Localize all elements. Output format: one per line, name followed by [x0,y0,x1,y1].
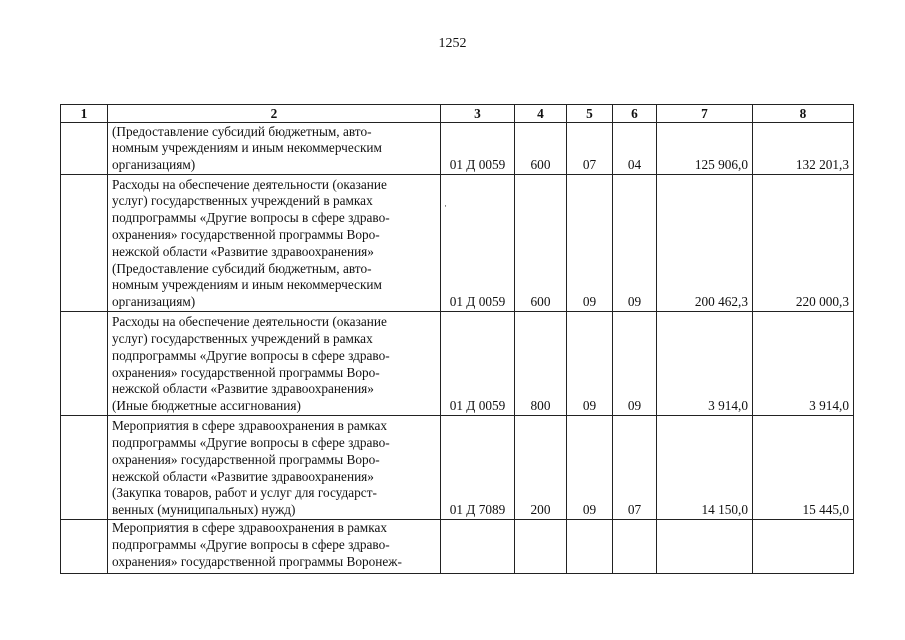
expense-type-cell: 800 [515,312,567,416]
section-cell: 09 [567,416,613,520]
target-code-cell: 01 Д 0059 [441,123,515,175]
row-number-cell [61,312,108,416]
amount-year1-cell: 3 914,0 [657,312,753,416]
header-cell: 3 [441,105,515,123]
expense-type-cell: 600 [515,123,567,175]
scan-speck: · [444,201,447,211]
amount-year2-cell [753,520,854,574]
section-cell: 07 [567,123,613,175]
amount-year2-cell: 220 000,3 [753,175,854,312]
subsection-cell: 04 [613,123,657,175]
amount-year2-cell: 15 445,0 [753,416,854,520]
section-cell: 09 [567,312,613,416]
description-cell: Расходы на обеспечение деятельности (оказание услуг) государственных учреждений в рамках подпрограммы «Другие вопросы в сфере здраво- охранения» государственной программы Воро- нежской области «Развитие здравоохранения» (Иные бюджетные ассигнования) [108,312,441,416]
row-number-cell [61,175,108,312]
subsection-cell: 07 [613,416,657,520]
header-cell: 1 [61,105,108,123]
target-code-cell [441,520,515,574]
page-number: 1252 [438,36,467,51]
row-number-cell [61,416,108,520]
section-cell [567,520,613,574]
budget-table [60,104,854,574]
expense-type-cell: 200 [515,416,567,520]
description-cell: (Предоставление субсидий бюджетным, авто- номным учреждениям и иным некоммерческим организациям) [108,123,441,175]
amount-year1-cell: 125 906,0 [657,123,753,175]
target-code-cell: 01 Д 7089 [441,416,515,520]
amount-year1-cell: 14 150,0 [657,416,753,520]
subsection-cell: 09 [613,312,657,416]
header-row [61,105,854,123]
expense-type-cell: 600 [515,175,567,312]
subsection-cell [613,520,657,574]
expense-type-cell [515,520,567,574]
table-row [61,416,854,520]
amount-year1-cell: 200 462,3 [657,175,753,312]
description-cell: Расходы на обеспечение деятельности (оказание услуг) государственных учреждений в рамках подпрограммы «Другие вопросы в сфере здраво- охранения» государственной программы Воро- нежской области «Развитие здравоохранения» (Предоставление субсидий бюджетным, авто- номным учреждениям и иным некоммерческим организациям) [108,175,441,312]
header-cell: 7 [657,105,753,123]
amount-year2-cell: 3 914,0 [753,312,854,416]
amount-year1-cell [657,520,753,574]
row-number-cell [61,123,108,175]
header-cell: 8 [753,105,854,123]
header-cell: 6 [613,105,657,123]
header-cell: 2 [108,105,441,123]
section-cell: 09 [567,175,613,312]
table-row [61,175,854,312]
table-row [61,520,854,574]
header-cell: 4 [515,105,567,123]
description-cell: Мероприятия в сфере здравоохранения в рамках подпрограммы «Другие вопросы в сфере здраво- охранения» государственной программы Воронеж- [108,520,441,574]
target-code-cell: 01 Д 0059 [441,175,515,312]
table-row [61,312,854,416]
subsection-cell: 09 [613,175,657,312]
target-code-cell: 01 Д 0059 [441,312,515,416]
table-row [61,123,854,175]
header-cell: 5 [567,105,613,123]
description-cell: Мероприятия в сфере здравоохранения в рамках подпрограммы «Другие вопросы в сфере здраво- охранения» государственной программы Воро- нежской области «Развитие здравоохранения» (Закупка товаров, работ и услуг для государст- венных (муниципальных) нужд) [108,416,441,520]
amount-year2-cell: 132 201,3 [753,123,854,175]
row-number-cell [61,520,108,574]
